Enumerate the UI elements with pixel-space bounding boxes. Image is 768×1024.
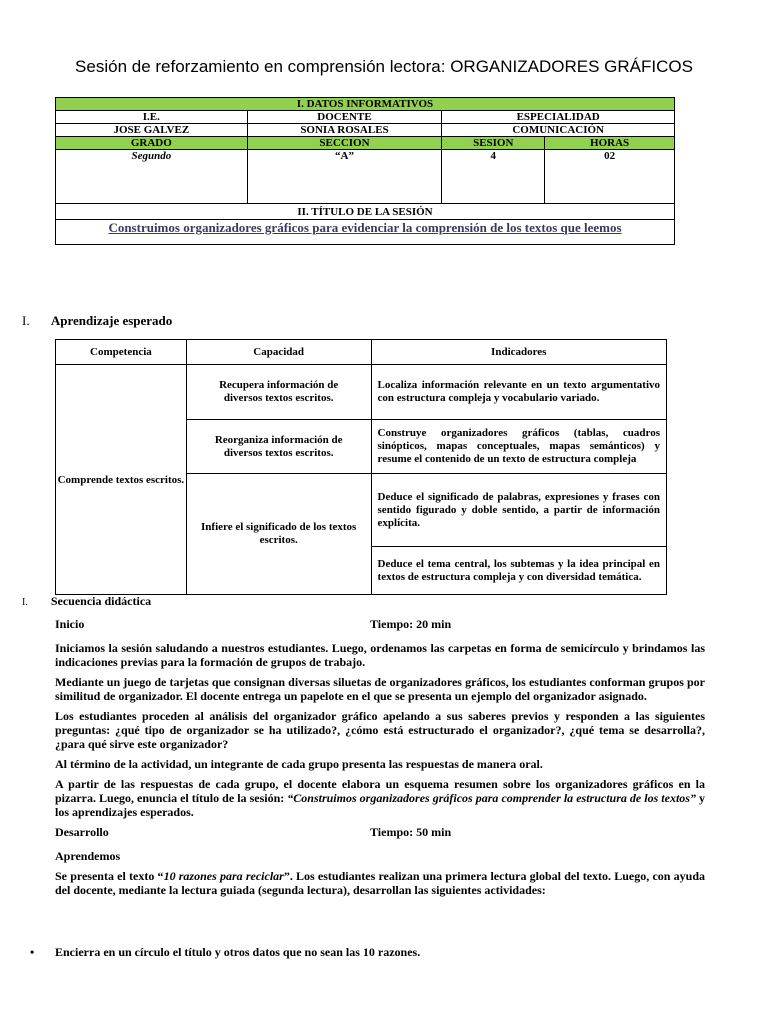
- header-sesion: SESION: [442, 137, 545, 150]
- aprendemos-heading: Aprendemos: [55, 849, 121, 863]
- titulo-heading: II. TÍTULO DE LA SESIÓN: [56, 204, 675, 220]
- paragraph-1: Iniciamos la sesión saludando a nuestros estudiantes. Luego, ordenamos las carpetas en forma de semicírculo y brindamos las indicaciones previas para la formación de grupos de trabajo.: [55, 641, 705, 669]
- capacidad-2: Reorganiza información de diversos textos escritos.: [186, 420, 371, 474]
- value-horas: 02: [545, 150, 675, 204]
- competencia-cell: Comprende textos escritos.: [56, 365, 187, 595]
- header-capacidad: Capacidad: [186, 340, 371, 365]
- secuencia-section: [22, 594, 151, 609]
- paragraph-2: Mediante un juego de tarjetas que consignan diversas siluetas de organizadores gráficos, los estudiantes conforman grupos por similitud de organizador. El docente entrega un papelote en el que se presenta un ejemplo del organizador asignado.: [55, 675, 705, 703]
- header-indicadores: Indicadores: [371, 340, 666, 365]
- header-horas: HORAS: [545, 137, 675, 150]
- value-seccion: “A”: [247, 150, 442, 204]
- aprendizaje-section: [22, 313, 172, 329]
- paragraph-3: Los estudiantes proceden al análisis del organizador gráfico apelando a sus saberes previos y responden a las siguientes preguntas: ¿qué tipo de organizador se ha utilizado?, ¿cómo está estructurado el organizador?, ¿qué tema se desarrolla?, ¿para qué sirve este organizador?: [55, 709, 705, 751]
- secuencia-heading: Secuencia didáctica: [50, 594, 152, 608]
- datos-informativos-table: [55, 97, 675, 245]
- paragraph-5-c: y los aprendizajes esperados.: [55, 791, 706, 819]
- header-competencia: Competencia: [56, 340, 187, 365]
- paragraph-4: Al término de la actividad, un integrante de cada grupo presenta las respuestas de manera oral.: [55, 757, 543, 771]
- indicador-4: Deduce el tema central, los subtemas y la idea principal en textos de estructura compleja y con diversidad temática.: [371, 547, 666, 595]
- value-docente: SONIA ROSALES: [247, 124, 442, 137]
- value-ie: JOSE GALVEZ: [56, 124, 248, 137]
- secuencia-numeral: I.: [22, 597, 28, 608]
- indicador-1: Localiza información relevante en un texto argumentativo con estructura compleja y vocabulario variado.: [371, 365, 666, 420]
- paragraph-6-b: 10 razones para reciclar: [163, 869, 284, 883]
- bullet-icon: •: [30, 945, 35, 959]
- value-sesion: 4: [442, 150, 545, 204]
- header-seccion: SECCION: [247, 137, 442, 150]
- header-docente: DOCENTE: [247, 111, 442, 124]
- desarrollo-tiempo: Tiempo: 50 min: [370, 825, 452, 839]
- paragraph-6: [55, 869, 705, 897]
- session-title: Construimos organizadores gráficos para evidenciar la comprensión de los textos que leemos: [56, 220, 675, 245]
- paragraph-6-a: Se presenta el texto “: [55, 869, 164, 883]
- capacidad-1: Recupera información de diversos textos escritos.: [186, 365, 371, 420]
- datos-heading: I. DATOS INFORMATIVOS: [56, 98, 675, 111]
- desarrollo-label: Desarrollo: [55, 825, 109, 839]
- page-title: Sesión de reforzamiento en comprensión lectora: ORGANIZADORES GRÁFICOS: [75, 57, 693, 76]
- capacidad-3: Infiere el significado de los textos escritos.: [186, 474, 371, 595]
- header-ie: I.E.: [56, 111, 248, 124]
- desarrollo-row: [55, 825, 705, 839]
- secuencia-body: [55, 617, 705, 903]
- paragraph-5: [55, 777, 705, 819]
- paragraph-6-c: ”. Los estudiantes realizan una primera lectura global del texto. Luego, con ayuda del docente, mediante la lectura guiada (segunda lectura), desarrollan las siguientes actividades:: [55, 869, 705, 897]
- aprendizaje-table: [55, 339, 667, 595]
- paragraph-5-a: A partir de las respuestas de cada grupo, el docente elabora un esquema resumen sobre los organizadores gráficos en la pizarra. Luego, enuncia el título de la sesión:: [55, 777, 705, 805]
- aprendizaje-numeral: I.: [22, 313, 30, 328]
- indicador-2: Construye organizadores gráficos (tablas, cuadros sinópticos, mapas conceptuales, mapas semánticos) y resume el contenido de un texto de estructura compleja: [371, 420, 666, 474]
- header-grado: GRADO: [56, 137, 248, 150]
- paragraph-5-b: “Construimos organizadores gráficos para comprender la estructura de los textos”: [287, 791, 696, 805]
- header-especialidad: ESPECIALIDAD: [442, 111, 675, 124]
- indicador-3: Deduce el significado de palabras, expresiones y frases con sentido figurado y doble sentido, a partir de información explícita.: [371, 474, 666, 547]
- aprendizaje-heading: Aprendizaje esperado: [50, 313, 173, 328]
- value-grado: Segundo: [56, 150, 248, 204]
- bullet-item: [30, 945, 690, 959]
- inicio-tiempo: Tiempo: 20 min: [370, 617, 452, 631]
- value-especialidad: COMUNICACIÓN: [442, 124, 675, 137]
- inicio-label: Inicio: [55, 617, 85, 631]
- bullet-text: Encierra en un círculo el título y otros datos que no sean las 10 razones.: [55, 945, 421, 959]
- inicio-row: [55, 617, 705, 631]
